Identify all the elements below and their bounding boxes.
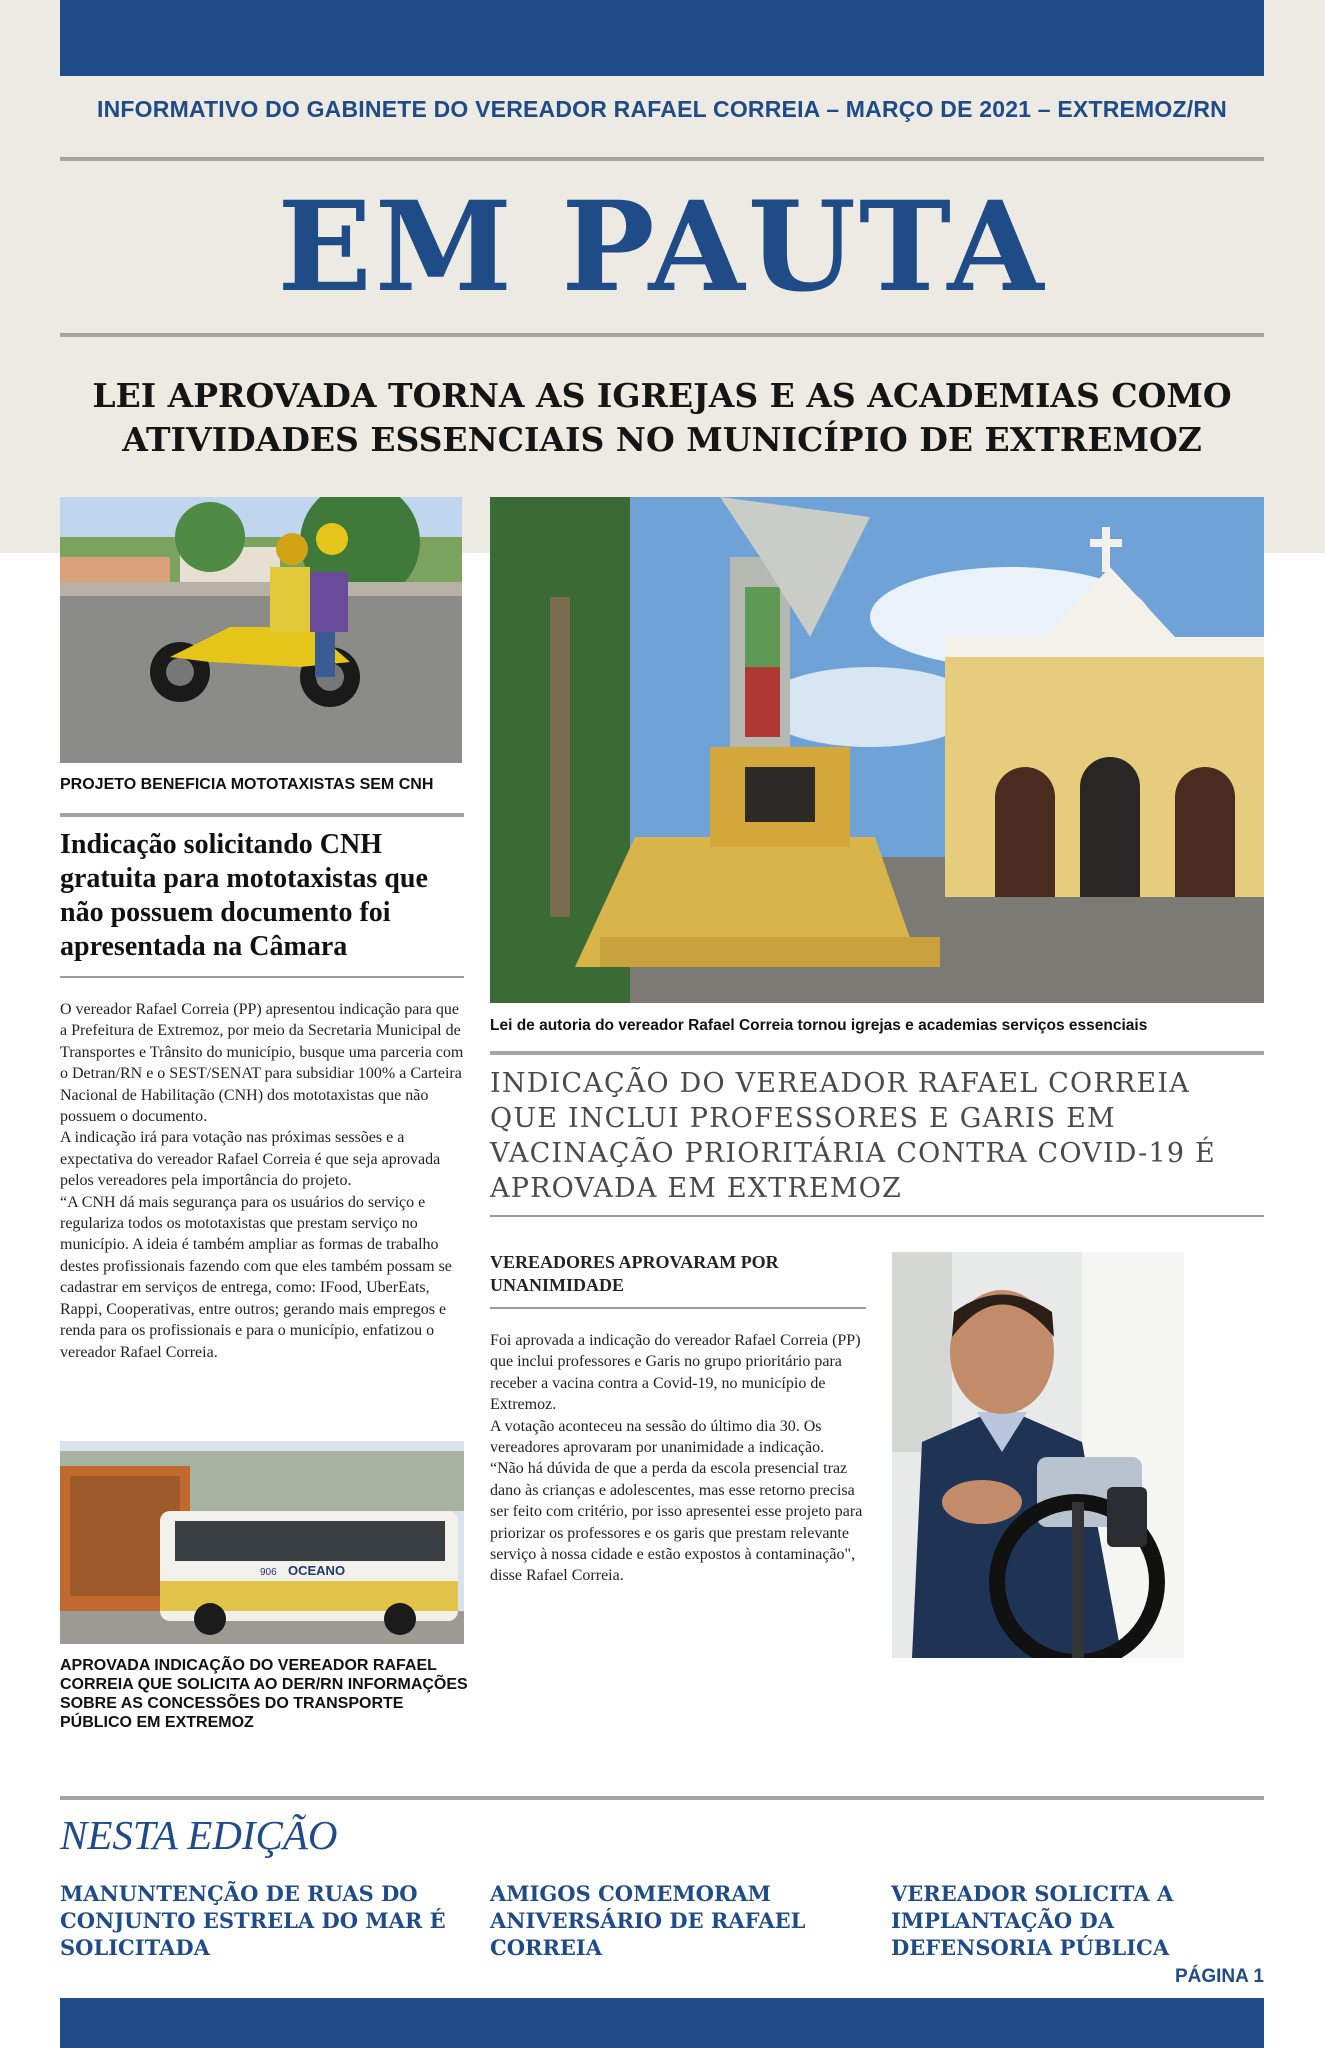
bus-number: 906 (260, 1567, 277, 1578)
cnh-article-title: Indicação solicitando CNH gratuita para mototaxistas que não possuem documento foi apresentada na Câmara (60, 829, 428, 962)
church-photo (490, 497, 1264, 1003)
divider (60, 813, 464, 817)
paragraph: A votação aconteceu na sessão do último dia 30. Os vereadores aprovaram por unanimidade a indicação. (490, 1417, 825, 1457)
councillor-photo (892, 1252, 1184, 1658)
paragraph: “A CNH dá mais segurança para os usuários do serviço e regulariza todos os mototaxistas que prestam serviço no município. A ideia é também ampliar as formas de trabalho destes profissionais fazendo com que eles também possam se cadastrar em serviços de entrega, como: IFood, UberEats, Rappi, Cooperativas, entre outros; gerando mais empregos e renda para os profissionais e para o município, enfatizou o vereador Rafael Correia. (60, 1193, 452, 1361)
divider (490, 1215, 1264, 1217)
top-banner-bar (60, 0, 1264, 76)
headline-line-2: ATIVIDADES ESSENCIAIS NO MUNICÍPIO DE EXTREMOZ (122, 420, 1202, 459)
divider (490, 1307, 866, 1309)
teaser-link[interactable]: VEREADOR SOLICITA A IMPLANTAÇÃO DA DEFENSORIA PÚBLICA (891, 1881, 1174, 1960)
divider (60, 976, 464, 978)
vaccine-article-body (490, 1330, 866, 1587)
bus-photo (60, 1441, 464, 1644)
main-headline (60, 374, 1264, 462)
mototaxi-photo-caption: PROJETO BENEFICIA MOTOTAXISTAS SEM CNH (60, 776, 434, 793)
church-photo-caption: Lei de autoria do vereador Rafael Correia tornou igrejas e academias serviços essenciais (490, 1017, 1148, 1034)
vaccine-article-title: INDICAÇÃO DO VEREADOR RAFAEL CORREIA QUE INCLUI PROFESSORES E GARIS EM VACINAÇÃO PRIORITÁRIA CONTRA COVID-19 É APROVADA EM EXTREMOZ (490, 1068, 1216, 1204)
in-this-issue-title: NESTA EDIÇÃO (60, 1812, 338, 1858)
vaccine-subhead: VEREADORES APROVARAM POR UNANIMIDADE (490, 1252, 779, 1295)
bottom-banner-bar (60, 1998, 1264, 2048)
divider (60, 157, 1264, 161)
bus-photo-caption: APROVADA INDICAÇÃO DO VEREADOR RAFAEL CORREIA QUE SOLICITA AO DER/RN INFORMAÇÕES SOBRE AS CONCESSÕES DO TRANSPORTE PÚBLICO EM EXTREMOZ (60, 1657, 468, 1731)
mototaxi-photo (60, 497, 462, 763)
headline-line-1: LEI APROVADA TORNA AS IGREJAS E AS ACADEMIAS COMO (92, 376, 1232, 415)
bus-label: OCEANO (288, 1563, 346, 1578)
masthead-title: EM PAUTA (277, 175, 1047, 320)
paragraph: O vereador Rafael Correia (PP) apresentou indicação para que a Prefeitura de Extremoz, por meio da Secretaria Municipal de Transportes e Trânsito do município, busque uma parceria com o Detran/RN e o SEST/SENAT para subsidiar 100% a Carteira Nacional de Habilitação (CNH) dos mototaxistas que não possuem o documento. (60, 1001, 464, 1126)
paragraph: “Não há dúvida de que a perda da escola presencial traz dano às crianças e adolescentes, mas esse retorno precisa ser feito com critério, por isso apresentei esse projeto para priorizar os professores e os garis que prestam relevante serviço à nossa cidade e estão expostos à contaminação", disse Rafael Correia. (490, 1460, 863, 1585)
divider (490, 1051, 1264, 1055)
teaser-link[interactable]: MANUNTENÇÃO DE RUAS DO CONJUNTO ESTRELA DO MAR É SOLICITADA (60, 1881, 446, 1960)
divider (60, 333, 1264, 337)
paragraph: A indicação irá para votação nas próximas sessões e a expectativa do vereador Rafael Correia é que seja aprovada pelos vereadores pela importância do projeto. (60, 1129, 441, 1190)
newsletter-kicker: INFORMATIVO DO GABINETE DO VEREADOR RAFAEL CORREIA – MARÇO DE 2021 – EXTREMOZ/RN (97, 96, 1227, 122)
page-number: PÁGINA 1 (1174, 1966, 1264, 1987)
teaser-link[interactable]: AMIGOS COMEMORAM ANIVERSÁRIO DE RAFAEL CORREIA (490, 1881, 806, 1960)
paragraph: Foi aprovada a indicação do vereador Rafael Correia (PP) que inclui professores e Garis no grupo prioritário para receber a vacina contra a Covid-19, no município de Extremoz. (490, 1332, 861, 1414)
cnh-article-body (60, 999, 464, 1363)
divider (60, 1796, 1264, 1800)
